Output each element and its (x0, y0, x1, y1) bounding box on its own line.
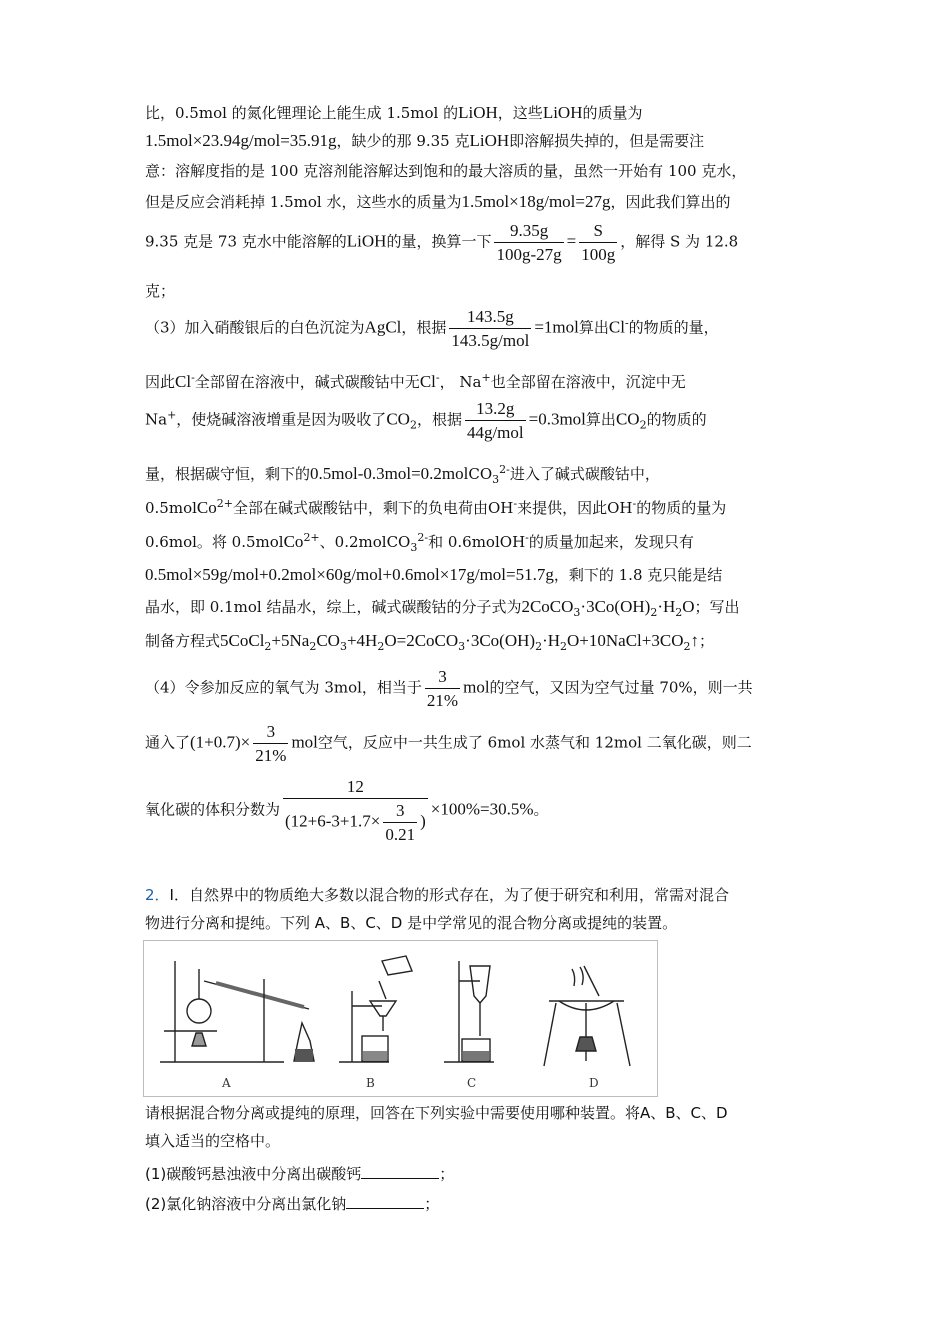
formula: CO (386, 409, 410, 429)
subscript: 2 (264, 640, 272, 653)
formula: Co (196, 498, 217, 517)
text: 全部在碱式碳酸钴中，剩下的负电荷由 (232, 499, 488, 517)
text: ，缺少的那 9.35 克 (336, 132, 470, 150)
text: 、0.2mol (319, 533, 387, 551)
p3-line-5 (145, 498, 726, 516)
formula: mol (291, 732, 318, 752)
text: 算出 (578, 318, 609, 337)
denominator: 0.21 (385, 825, 416, 844)
text: （4）令参加反应的氧气为 3mol，相当于 (145, 678, 422, 697)
fraction (425, 668, 460, 709)
p1-line-5 (145, 222, 738, 263)
formula: Na (145, 410, 168, 429)
text: 的质量为 (582, 104, 643, 122)
p1-line-6: 克； (145, 282, 176, 300)
p3-line-2 (145, 372, 686, 390)
text: 0.6mol。将 0.5mol (145, 533, 284, 551)
subscript: 2 (560, 640, 568, 653)
formula: ×100%=30.5% (430, 799, 534, 819)
text: 即溶解损失掉的，但是需要注 (509, 132, 705, 150)
denominator: 21% (255, 746, 287, 765)
formula: O=2CoCO (384, 631, 459, 650)
text: ；写出 (694, 598, 740, 616)
text: ，根据 (416, 410, 462, 429)
formula: OH (488, 499, 514, 517)
text: 通入了 (145, 733, 191, 752)
formula: CO (386, 533, 411, 551)
fraction (449, 308, 531, 349)
formula: O+10NaCl+3CO (567, 631, 684, 650)
q2-sub-1 (145, 1164, 454, 1182)
subscript: 2 (409, 418, 417, 432)
text: 9.35 克是 73 克水中能溶解的 (145, 232, 347, 251)
subscript: 3 (410, 541, 418, 554)
text: 的空气，又因为空气过量 70%，则一共 (489, 678, 753, 697)
fraction (579, 222, 617, 263)
text: 氧化碳的体积分数为 (145, 800, 281, 819)
text: 空气，反应中一共生成了 6mol 水蒸气和 12mol 二氧化碳，则二 (317, 733, 752, 752)
p1-line-4 (145, 193, 731, 210)
p3-line-8 (145, 598, 740, 618)
up-arrow-glyph: ↑ (690, 631, 699, 650)
text: 的物质的 (646, 410, 707, 429)
formula: LiOH (542, 103, 583, 122)
formula: Cl (608, 317, 625, 337)
q2-line-4: 填入适当的空格中。 (145, 1132, 281, 1150)
subscript: 2 (650, 606, 658, 619)
formula: =1mol (534, 317, 579, 337)
charge: 2- (499, 463, 510, 476)
text: 算出 (585, 410, 616, 429)
text: ，根据 (401, 318, 447, 337)
formula: +4H (346, 631, 378, 650)
formula: CO (316, 631, 340, 650)
formula: =0.3mol (528, 409, 586, 429)
charge: 2+ (303, 531, 320, 544)
text: (2)氯化钠溶液中分离出氯化钠 (145, 1195, 347, 1213)
subscript: 2 (535, 640, 543, 653)
charge: - (191, 371, 195, 384)
p4-line-3 (145, 778, 549, 843)
charge: + (167, 408, 177, 422)
formula: (1+0.7)× (190, 732, 251, 752)
p1-line-1 (145, 104, 643, 121)
subscript: 3 (492, 473, 500, 486)
denominator: 143.5g/mol (451, 331, 530, 350)
denominator: 21% (426, 691, 459, 710)
fraction (253, 723, 288, 764)
subscript: 2 (309, 640, 317, 653)
text: ) (420, 811, 426, 831)
charge: + (481, 371, 491, 384)
text: 和 0.6mol (428, 533, 500, 551)
charge: 2+ (216, 497, 233, 510)
text: 全部留在溶液中，碱式碳酸钴中无 (194, 373, 420, 391)
p1-line-3: 意：溶解度指的是 100 克溶剂能溶解达到饱和的最大溶质的量，虽然一开始有 100 克水， (145, 162, 747, 180)
subscript: 2 (683, 640, 691, 653)
subscript: 3 (339, 640, 347, 653)
text: 。 (533, 800, 549, 819)
denominator: 100g (581, 245, 616, 264)
subscript: 3 (573, 606, 581, 619)
subscript: 2 (675, 606, 683, 619)
text: ，使烧碱溶液增重是因为吸收了 (176, 410, 387, 429)
label-d: D (589, 1076, 599, 1090)
equals: = (566, 231, 577, 251)
formula: LiOH (346, 231, 387, 251)
text: ， (439, 373, 455, 391)
denominator: 44g/mol (466, 423, 524, 442)
text: ，解得 S 为 12.8 (620, 232, 739, 251)
compound-fraction (283, 778, 428, 843)
formula: Co (283, 532, 304, 551)
text: 制备方程式 (145, 632, 221, 650)
label-b: B (366, 1076, 375, 1090)
numerator: 3 (425, 668, 460, 689)
formula: O (682, 597, 695, 616)
formula: Na (459, 373, 482, 391)
text: 的物质的量， (628, 318, 719, 337)
inner-fraction (383, 802, 417, 843)
formula: ·H (657, 597, 676, 616)
charge: - (435, 371, 440, 384)
numerator: 13.2g (465, 400, 526, 421)
text: (12+6-3+1.7× (285, 811, 381, 831)
text: 但是反应会消耗掉 1.5mol 水，这些水的质量为 (145, 193, 462, 211)
formula: 0.5mol-0.3mol=0.2mol (310, 464, 469, 483)
formula: Cl (419, 372, 436, 391)
formula: ·3Co(OH) (465, 631, 536, 650)
formula: +5Na (271, 631, 310, 650)
apparatus-figure (143, 940, 658, 1097)
formula: 0.5mol×59g/mol+0.2mol×60g/mol+0.6mol×17g/mol=51.7g (145, 565, 554, 584)
label-a: A (222, 1076, 231, 1090)
formula: Cl (175, 372, 192, 391)
text: 也全部留在溶液中，沉淀中无 (490, 373, 686, 391)
text: 进入了碱式碳酸钴中， (509, 465, 660, 483)
subscript: 2 (639, 418, 647, 432)
numerator: 143.5g (449, 308, 531, 329)
subscript: 3 (458, 640, 466, 653)
charge: - (632, 497, 637, 510)
charge: - (513, 497, 518, 510)
formula: mol (463, 677, 490, 697)
q2-sub-2 (145, 1194, 439, 1212)
formula: LiOH (458, 103, 498, 122)
p4-line-2 (145, 723, 752, 764)
p3-line-4 (145, 464, 660, 485)
text: 比，0.5mol 的氮化锂理论上能生成 1.5mol 的 (145, 104, 459, 122)
formula: CO (468, 465, 493, 483)
numerator: S (579, 222, 617, 243)
text: ，剩下的 1.8 克只能是结 (553, 566, 723, 584)
question-number: 2． (145, 886, 170, 904)
numerator: 3 (253, 723, 288, 744)
p3-line-3 (145, 400, 707, 441)
p3-line-1 (145, 308, 719, 349)
formula: LiOH (469, 131, 510, 150)
text: 的物质的量为 (636, 499, 727, 517)
formula: OH (607, 499, 633, 517)
text: 的量，换算一下 (386, 232, 492, 251)
text: 晶水，即 0.1mol 结晶水，综上，碱式碳酸钴的分子式为 (145, 598, 522, 616)
text: 来提供，因此 (517, 499, 608, 517)
text: I．自然界中的物质绝大多数以混合物的形式存在，为了便于研究和利用，常需对混合 (169, 886, 729, 904)
text: （3）加入硝酸银后的白色沉淀为 (145, 318, 365, 337)
charge: - (624, 316, 629, 330)
fraction (494, 222, 563, 263)
text: 的质量加起来，发现只有 (528, 533, 694, 551)
label-c: C (467, 1076, 477, 1090)
fraction (465, 400, 526, 441)
q2-line-1 (145, 888, 729, 903)
formula: 5CoCl (220, 631, 265, 650)
text: ； (424, 1195, 440, 1213)
p4-line-1 (145, 668, 753, 709)
denominator (283, 799, 428, 843)
denominator: 100g-27g (496, 245, 562, 264)
text: ，因此我们算出的 (610, 193, 731, 211)
p3-line-7 (145, 566, 722, 583)
formula: CO (615, 409, 640, 429)
text: 因此 (145, 373, 176, 391)
text: ； (698, 632, 714, 650)
formula: ·H (542, 631, 561, 650)
subscript: 2 (377, 640, 385, 653)
formula: 1.5mol×18g/mol=27g (461, 192, 611, 211)
answer-blank-2[interactable] (346, 1194, 424, 1209)
formula: 2CoCO (521, 597, 574, 616)
text: 量，根据碳守恒，剩下的 (145, 465, 311, 483)
p1-line-2 (145, 132, 704, 149)
text: (1)碳酸钙悬浊液中分离出碳酸钙 (145, 1165, 362, 1183)
q2-line-3: 请根据混合物分离或提纯的原理，回答在下列实验中需要使用哪种装置。将A、B、C、D (145, 1104, 728, 1122)
numerator: 3 (383, 802, 417, 823)
numerator: 9.35g (494, 222, 563, 243)
numerator: 12 (283, 778, 428, 799)
formula: OH (499, 533, 526, 551)
formula: 1.5mol×23.94g/mol=35.91g (145, 131, 337, 150)
text: ，这些 (497, 104, 543, 122)
p3-line-6 (145, 532, 694, 553)
formula: AgCl (364, 317, 402, 337)
charge: 2- (417, 531, 429, 544)
p3-line-9 (145, 632, 714, 652)
answer-blank-1[interactable] (361, 1164, 439, 1179)
charge: - (525, 531, 529, 544)
text: ； (439, 1165, 455, 1183)
q2-line-2: 物进行分离和提纯。下列 A、B、C、D 是中学常见的混合物分离或提纯的装置。 (145, 914, 678, 932)
apparatus-drawing (144, 941, 657, 1096)
formula: ·3Co(OH) (580, 597, 651, 616)
text: 0.5mol (145, 499, 197, 517)
